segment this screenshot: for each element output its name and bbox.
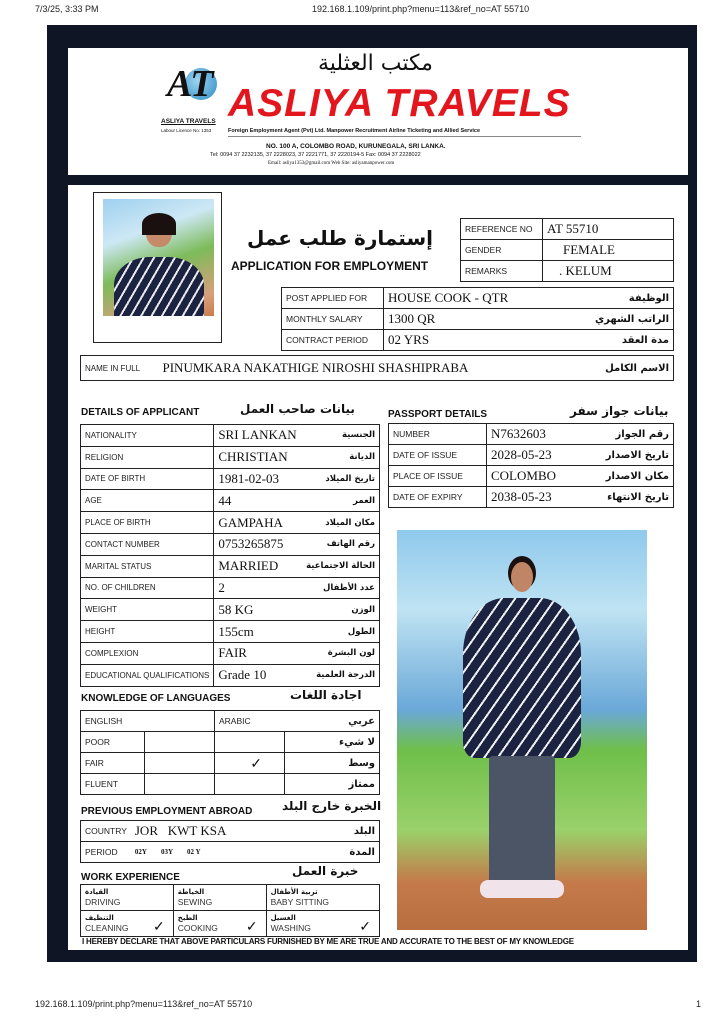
- print-url-top: 192.168.1.109/print.php?menu=113&ref_no=AT 55710: [312, 4, 530, 14]
- work-item: [81, 911, 174, 937]
- period-label: PERIOD: [81, 842, 131, 863]
- work-item-label: DRIVING: [85, 897, 121, 907]
- arabic-level-cell: [215, 774, 285, 795]
- arabic-level-cell: [215, 732, 285, 753]
- arabic-label-ar: عربي: [348, 716, 375, 727]
- arabic-label: ARABIC: [219, 716, 251, 726]
- applicant-field-value: 2: [214, 577, 302, 599]
- applicant-field-value: 1981-02-03: [214, 468, 302, 490]
- passport-row: [389, 424, 674, 445]
- applicant-row: [81, 425, 380, 447]
- applicant-field-label: MARITAL STATUS: [81, 555, 214, 577]
- post-table: [281, 287, 674, 351]
- country-1: JOR: [134, 823, 158, 838]
- english-level-cell: [145, 774, 215, 795]
- passport-field-value: 2028-05-23: [487, 445, 582, 466]
- applicant-field-label: RELIGION: [81, 446, 214, 468]
- contract-value: 02 YRS: [384, 330, 561, 351]
- salary-label: MONTHLY SALARY: [282, 309, 384, 330]
- work-item-label: WASHING: [270, 923, 311, 933]
- countries: [131, 821, 316, 842]
- passport-photo-frame: [93, 192, 222, 343]
- applicant-field-value: SRI LANKAN: [214, 425, 302, 447]
- country-label: COUNTRY: [81, 821, 131, 842]
- applicant-field-label-ar: رقم الهاتف: [301, 533, 379, 555]
- language-row: [81, 753, 380, 774]
- periods: [131, 842, 316, 863]
- applicant-field-label-ar: الطول: [301, 621, 379, 643]
- country-2: KWT: [167, 823, 198, 838]
- applicant-field-label-ar: الدرجة العلمية: [301, 664, 379, 686]
- post-row: [282, 288, 674, 309]
- labour-licence: Labour Licence No: 1353: [161, 128, 212, 133]
- passport-field-label: DATE OF ISSUE: [389, 445, 487, 466]
- applicant-field-label: NATIONALITY: [81, 425, 214, 447]
- country-label-ar: البلد: [316, 821, 379, 842]
- passport-field-value: N7632603: [487, 424, 582, 445]
- work-item-label-ar: الطبخ: [177, 914, 198, 922]
- name-table: [80, 355, 674, 381]
- work-item-label-ar: التنظيف: [85, 914, 114, 922]
- work-table: [80, 884, 380, 937]
- passport-field-value: 2038-05-23: [487, 487, 582, 508]
- language-row: [81, 732, 380, 753]
- contract-row: [282, 330, 674, 351]
- post-label: POST APPLIED FOR: [282, 288, 384, 309]
- applicant-field-label: DATE OF BIRTH: [81, 468, 214, 490]
- email-web: Email: asliya1353@gmail.com Web Site: asliyamanpower.com: [268, 161, 395, 166]
- applicant-field-value: CHRISTIAN: [214, 446, 302, 468]
- applicant-field-value: 0753265875: [214, 533, 302, 555]
- language-level-label-ar: لا شيء: [285, 732, 380, 753]
- passport-table: [388, 423, 674, 508]
- applicant-field-label-ar: الحالة الاجتماعية: [301, 555, 379, 577]
- applicant-row: [81, 468, 380, 490]
- contract-label: CONTRACT PERIOD: [282, 330, 384, 351]
- work-item-check: ✓: [153, 918, 165, 934]
- languages-heading-ar: اجادة اللغات: [290, 688, 362, 702]
- applicant-row: [81, 512, 380, 534]
- applicant-field-label: PLACE OF BIRTH: [81, 512, 214, 534]
- work-item: [266, 911, 379, 937]
- print-url-bottom: 192.168.1.109/print.php?menu=113&ref_no=AT 55710: [35, 999, 253, 1009]
- company-name: ASLIYA TRAVELS: [228, 82, 571, 125]
- passport-heading-ar: بيانات جواز سفر: [570, 404, 669, 418]
- english-level-cell: [145, 732, 215, 753]
- previous-heading: PREVIOUS EMPLOYMENT ABROAD: [81, 806, 253, 817]
- name-label-ar: الاسم الكامل: [577, 356, 674, 381]
- previous-table: [80, 820, 380, 863]
- applicant-photo-full: [397, 530, 647, 930]
- print-datetime: 7/3/25, 3:33 PM: [35, 4, 99, 14]
- work-item-label: SEWING: [177, 897, 213, 907]
- work-item-label-ar: الغسيل: [270, 914, 296, 922]
- passport-row: [389, 466, 674, 487]
- work-item-label: CLEANING: [85, 923, 129, 933]
- period-label-ar: المدة: [316, 842, 379, 863]
- applicant-photo-small: [103, 199, 214, 316]
- applicant-row: [81, 599, 380, 621]
- applicant-field-label: EDUCATIONAL QUALIFICATIONS: [81, 664, 214, 686]
- work-heading-ar: خبرة العمل: [292, 864, 359, 878]
- logo-caption: ASLIYA TRAVELS: [161, 118, 216, 125]
- letterhead: [68, 48, 688, 175]
- gender-row: [461, 240, 674, 261]
- period-2: 03Y: [160, 848, 173, 856]
- applicant-field-label: COMPLEXION: [81, 642, 214, 664]
- reference-no-value: AT 55710: [543, 219, 674, 240]
- applicant-field-value: GAMPAHA: [214, 512, 302, 534]
- language-level-label-ar: وسط: [285, 753, 380, 774]
- languages-table: [80, 710, 380, 795]
- post-label-ar: الوظيفة: [560, 288, 673, 309]
- applicant-field-label-ar: الديانة: [301, 446, 379, 468]
- applicant-row: [81, 533, 380, 555]
- passport-field-value: COLOMBO: [487, 466, 582, 487]
- work-heading: WORK EXPERIENCE: [81, 872, 180, 883]
- work-item-label: BABY SITTING: [270, 897, 329, 907]
- applicant-row: [81, 664, 380, 686]
- english-column-header: ENGLISH: [81, 711, 215, 732]
- applicant-field-label-ar: تاريخ الميلاد: [301, 468, 379, 490]
- passport-field-label-ar: تاريخ الاصدار: [581, 445, 673, 466]
- passport-field-label-ar: تاريخ الانتهاء: [581, 487, 673, 508]
- gender-label: GENDER: [461, 240, 543, 261]
- gender-value: FEMALE: [543, 240, 674, 261]
- salary-value: 1300 QR: [384, 309, 561, 330]
- contract-label-ar: مدة العقد: [560, 330, 673, 351]
- remarks-value: . KELUM: [543, 261, 674, 282]
- applicant-field-value: Grade 10: [214, 664, 302, 686]
- applicant-field-label-ar: عدد الأطفال: [301, 577, 379, 599]
- applicant-field-label: WEIGHT: [81, 599, 214, 621]
- passport-field-label-ar: رقم الجواز: [581, 424, 673, 445]
- country-3: KSA: [200, 823, 227, 838]
- applicant-field-value: MARRIED: [214, 555, 302, 577]
- work-item-label-ar: تربية الأطفال: [270, 888, 318, 896]
- language-level-label: FAIR: [81, 753, 145, 774]
- applicant-row: [81, 490, 380, 512]
- passport-row: [389, 445, 674, 466]
- arabic-column-header: [215, 711, 380, 732]
- company-logo: AT: [163, 62, 221, 114]
- work-item: [81, 885, 174, 911]
- post-value: HOUSE COOK - QTR: [384, 288, 561, 309]
- passport-field-label: NUMBER: [389, 424, 487, 445]
- work-item-label-ar: القيادة: [85, 888, 109, 896]
- salary-row: [282, 309, 674, 330]
- passport-heading: PASSPORT DETAILS: [388, 409, 488, 420]
- applicant-field-label: HEIGHT: [81, 621, 214, 643]
- reference-table: [460, 218, 674, 282]
- name-value: PINUMKARA NAKATHIGE NIROSHI SHASHIPRABA: [159, 356, 577, 381]
- work-item-label: COOKING: [177, 923, 218, 933]
- language-level-label-ar: ممتاز: [285, 774, 380, 795]
- applicant-field-value: 44: [214, 490, 302, 512]
- applicant-field-label-ar: مكان الميلاد: [301, 512, 379, 534]
- work-item: [173, 911, 266, 937]
- applicant-field-value: FAIR: [214, 642, 302, 664]
- applicant-row: [81, 577, 380, 599]
- applicant-heading: DETAILS OF APPLICANT: [81, 407, 200, 418]
- work-row: [81, 885, 380, 911]
- reference-row: [461, 219, 674, 240]
- passport-field-label-ar: مكان الاصدار: [581, 466, 673, 487]
- applicant-row: [81, 621, 380, 643]
- language-level-label: POOR: [81, 732, 145, 753]
- name-label: NAME IN FULL: [81, 356, 159, 381]
- salary-label-ar: الراتب الشهري: [560, 309, 673, 330]
- remarks-label: REMARKS: [461, 261, 543, 282]
- work-item: [173, 885, 266, 911]
- passport-field-label: DATE OF EXPIRY: [389, 487, 487, 508]
- title-arabic: إستمارة طلب عمل: [247, 226, 433, 250]
- applicant-field-value: 155cm: [214, 621, 302, 643]
- passport-row: [389, 487, 674, 508]
- applicant-field-label: NO. OF CHILDREN: [81, 577, 214, 599]
- applicant-field-label-ar: الجنسية: [301, 425, 379, 447]
- work-item: [266, 885, 379, 911]
- period-3: 02 Y: [187, 848, 201, 856]
- print-page-number: 1: [696, 999, 702, 1009]
- title-english: APPLICATION FOR EMPLOYMENT: [231, 259, 429, 273]
- period-1: 02Y: [134, 848, 147, 856]
- language-row: [81, 774, 380, 795]
- applicant-table: [80, 424, 380, 687]
- applicant-field-value: 58 KG: [214, 599, 302, 621]
- english-level-cell: [145, 753, 215, 774]
- applicant-field-label-ar: لون البشرة: [301, 642, 379, 664]
- tagline: Foreign Employment Agent (Pvt) Ltd. Manpower Recruitment Airline Ticketing and Allied Service: [228, 128, 581, 137]
- applicant-field-label-ar: الوزن: [301, 599, 379, 621]
- reference-no-label: REFERENCE NO: [461, 219, 543, 240]
- applicant-field-label-ar: العمر: [301, 490, 379, 512]
- applicant-row: [81, 555, 380, 577]
- work-item-check: ✓: [359, 918, 371, 934]
- applicant-row: [81, 446, 380, 468]
- arabic-company-name: مكتب العثلية: [318, 51, 433, 76]
- declaration: I HEREBY DECLARE THAT ABOVE PARTICULARS FURNISHED BY ME ARE TRUE AND ACCURATE TO THE BEST OF MY KNOWLEDGE: [82, 937, 574, 946]
- remarks-row: [461, 261, 674, 282]
- applicant-heading-ar: بيانات صاحب العمل: [240, 402, 355, 416]
- phones: Tel: 0094 37 2232135, 37 2228023, 37 2221771, 37 2220194-5 Fax: 0094 37 2228022: [210, 152, 421, 158]
- previous-heading-ar: الخبرة خارج البلد: [282, 799, 382, 813]
- applicant-row: [81, 642, 380, 664]
- applicant-field-label: AGE: [81, 490, 214, 512]
- language-level-label: FLUENT: [81, 774, 145, 795]
- languages-heading: KNOWLEDGE OF LANGUAGES: [81, 693, 231, 704]
- work-item-check: ✓: [245, 918, 258, 934]
- work-item-label-ar: الخياطة: [177, 888, 205, 896]
- passport-field-label: PLACE OF ISSUE: [389, 466, 487, 487]
- applicant-field-label: CONTACT NUMBER: [81, 533, 214, 555]
- work-row: [81, 911, 380, 937]
- arabic-level-cell: ✓: [215, 753, 285, 774]
- address: NO. 100 A, COLOMBO ROAD, KURUNEGALA, SRI LANKA.: [266, 143, 446, 150]
